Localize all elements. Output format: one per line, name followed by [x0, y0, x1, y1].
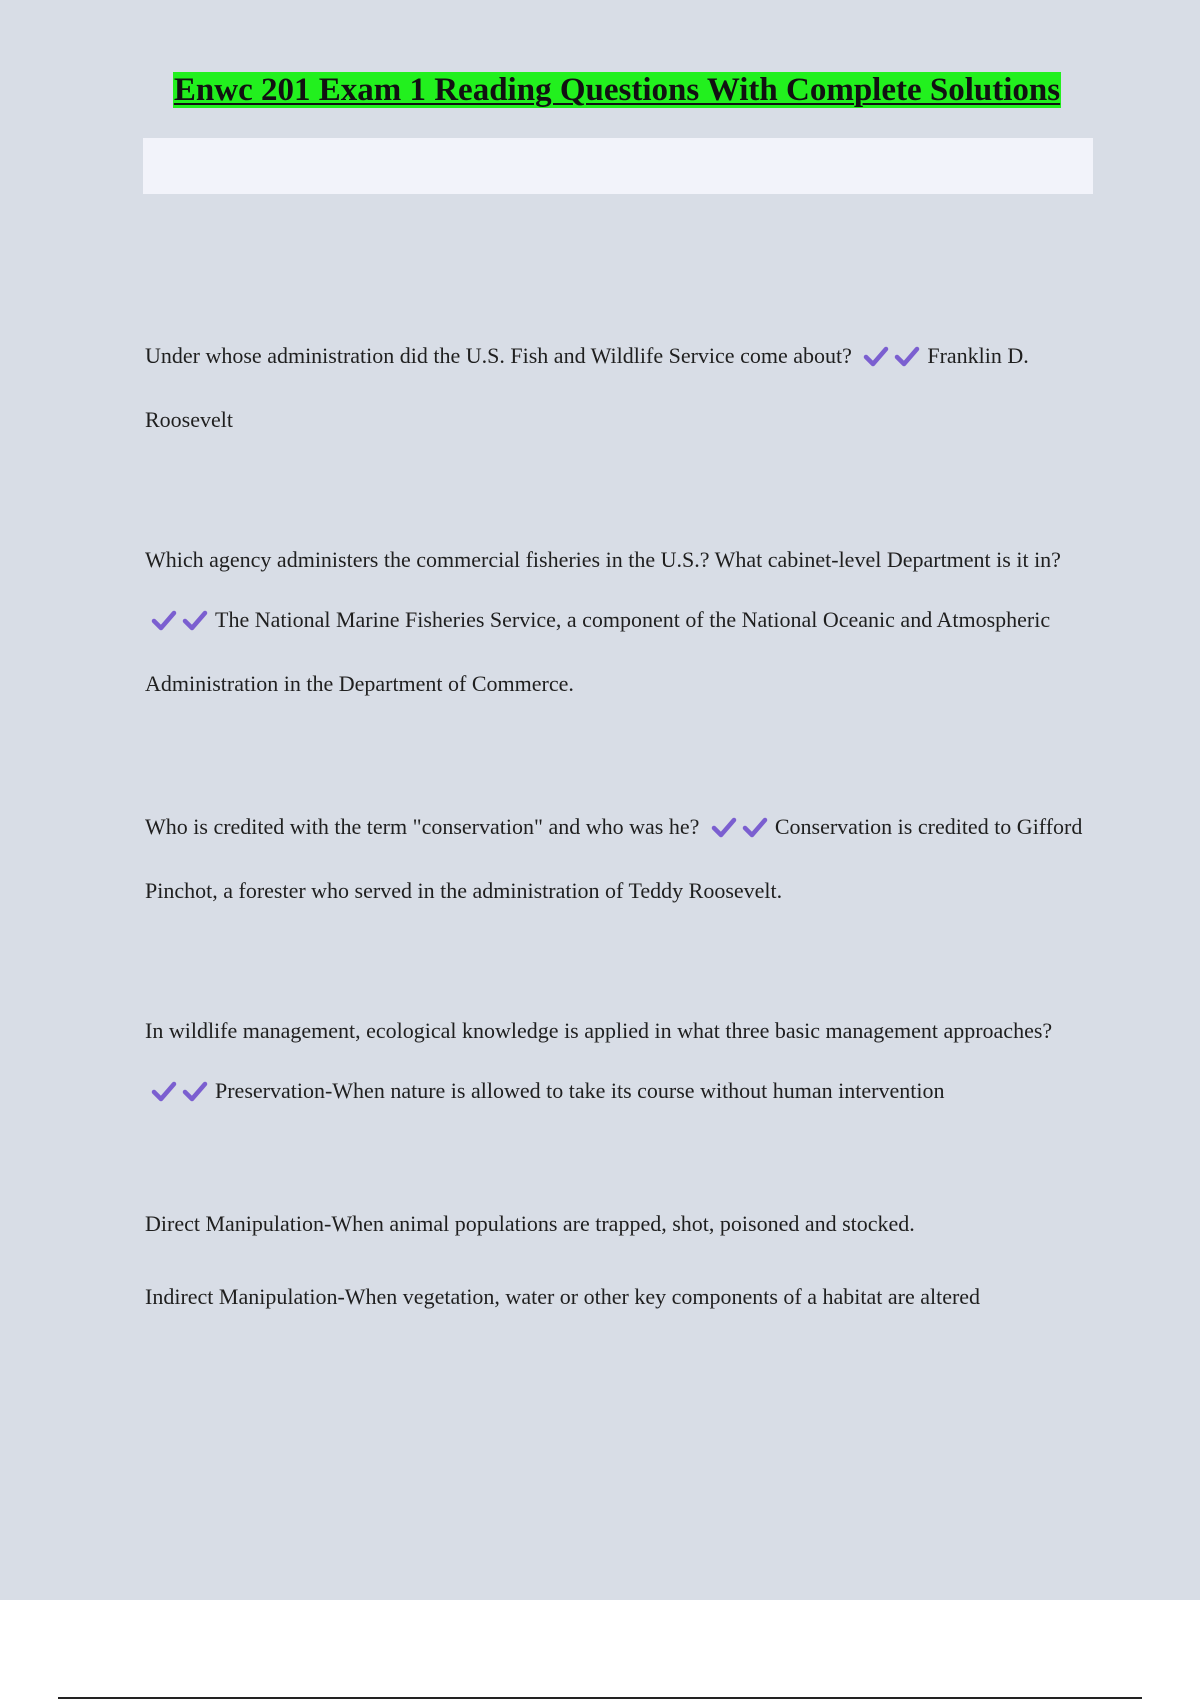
check-icon — [742, 816, 768, 838]
answer-text: Preservation-When nature is allowed to take its course without human intervention — [215, 1078, 945, 1103]
answer-text: The National Marine Fisheries Service, a component of the National Oceanic and Atmospheric Administration in the Department of Commerce. — [145, 607, 1051, 696]
question-text: Under whose administration did the U.S. Fish and Wildlife Service come about? — [145, 343, 852, 368]
check-icon — [863, 345, 889, 367]
answer-text: Conservation is credited to Gifford Pinchot, a forester who served in the administration of Teddy Roosevelt. — [145, 814, 1083, 903]
double-check-icon — [151, 594, 213, 654]
check-icon — [151, 609, 177, 631]
double-check-icon — [151, 1065, 213, 1125]
check-icon — [151, 1080, 177, 1102]
check-icon — [182, 1080, 208, 1102]
approach-indirect-manipulation: Indirect Manipulation-When vegetation, water or other key components of a habitat are altered — [145, 1284, 981, 1309]
blank-banner — [143, 138, 1093, 194]
approach-direct-manipulation: Direct Manipulation-When animal populations are trapped, shot, poisoned and stocked. — [145, 1211, 915, 1236]
question-text: Which agency administers the commercial fisheries in the U.S.? What cabinet-level Department is it in? — [145, 547, 1061, 572]
question-text: Who is credited with the term "conservation" and who was he? — [145, 814, 700, 839]
title-container — [0, 72, 1200, 108]
qa-item-4 — [145, 1001, 1095, 1125]
footer-divider — [58, 1697, 1142, 1699]
qa-item-1 — [145, 326, 1095, 450]
qa-item-3 — [145, 797, 1095, 921]
check-icon — [711, 816, 737, 838]
double-check-icon — [711, 801, 773, 861]
qa-item-2 — [145, 530, 1095, 714]
question-text: In wildlife management, ecological knowledge is applied in what three basic management approaches? — [145, 1018, 1053, 1043]
check-icon — [894, 345, 920, 367]
double-check-icon — [863, 330, 925, 390]
answer-text: Franklin D. Roosevelt — [145, 343, 1029, 432]
document-title: Enwc 201 Exam 1 Reading Questions With Complete Solutions — [173, 72, 1061, 108]
check-icon — [182, 609, 208, 631]
